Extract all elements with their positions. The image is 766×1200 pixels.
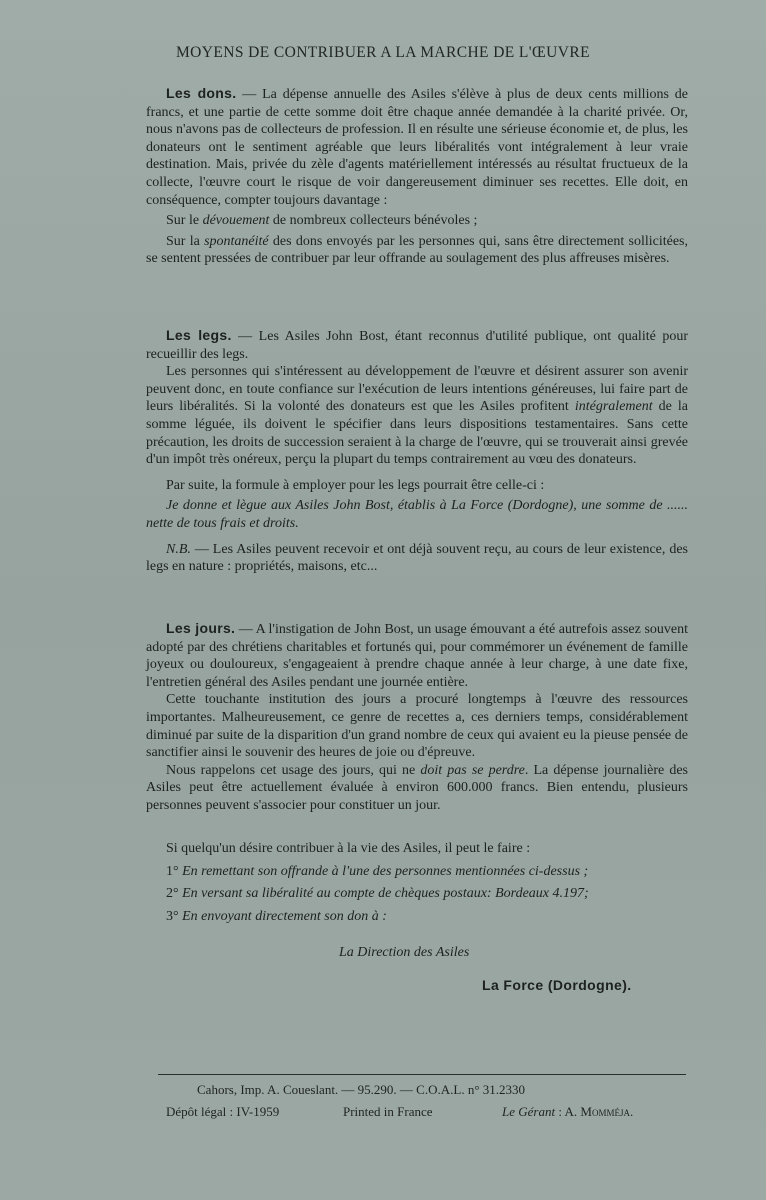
dons-paragraph-1 (146, 85, 688, 209)
contribute-item-number: 1° (166, 863, 179, 879)
contribute-section (146, 840, 688, 925)
contribute-item-number: 2° (166, 886, 179, 902)
section-dons (146, 85, 688, 268)
signature-direction: La Direction des Asiles (339, 945, 470, 960)
legs-text-1: — Les Asiles John Bost, étant reconnus d'utilité publique, ont qualité pour recueillir des legs. (146, 329, 688, 362)
jours-paragraph-1 (146, 620, 688, 691)
dons-paragraph-3 (146, 233, 688, 268)
footer-depot: Dépôt légal : IV-1959 (166, 1104, 280, 1119)
section-jours (146, 620, 688, 815)
dons-emphasis-3: spontanéité (204, 233, 269, 249)
contribute-item-number: 3° (166, 908, 179, 924)
section-legs (146, 327, 688, 576)
signature-place: La Force (Dordogne). (482, 977, 632, 993)
dons-text-1: — La dépense annuelle des Asiles s'élève à plus de deux cents millions de francs, et une partie de cette somme doit être chaque année demandée à la charité privée. Or, nous n'avons pas de collecteurs de profession. Il en résulte une sérieuse économie et, de plus, les donateurs ont le sentiment agréable que leurs libéralités vont intégralement à leur vraie destination. Mais, privée du zèle d'agents matériellement intéressés au résultat fructueux de la collecte, l'œuvre court le risque de voir dangereusement diminuer ses recettes. Elle doit, en conséquence, compter toujours davantage : (146, 87, 688, 208)
footer-divider (158, 1074, 686, 1075)
legs-heading: Les legs. (166, 327, 232, 343)
footer-gerant-name: Momméja. (580, 1104, 634, 1119)
jours-paragraph-2: Cette touchante institution des jours a procuré longtemps à l'œuvre des ressources importantes. Malheureusement, ce genre de recettes a, ces derniers temps, considérablement diminué par suite de la disparition d'un grand nombre de ceux qui avaient eu la pieuse pensée de sanctifier ainsi le souvenir des heures de joie ou d'épreuve. (146, 692, 688, 761)
jours-text-3b: . La dépense journalière des Asiles peut être actuellement évaluée à environ 600.000 francs. Bien entendu, plusieurs personnes peuvent s'associer pour constituer un jour. (146, 762, 688, 813)
contribute-item (146, 908, 688, 926)
footer-gerant-label: Le Gérant (502, 1104, 556, 1119)
legs-nb (146, 541, 688, 576)
jours-heading: Les jours. (166, 620, 236, 636)
legs-nb-label: N.B. (166, 541, 191, 557)
footer-gerant-sep: : A. (555, 1104, 581, 1119)
contribute-item-text: En remettant son offrande à l'une des personnes mentionnées ci-dessus ; (182, 863, 589, 879)
contribute-intro: Si quelqu'un désire contribuer à la vie des Asiles, il peut le faire : (166, 841, 531, 856)
footer-printed: Printed in France (343, 1104, 433, 1119)
legs-nb-text: — Les Asiles peuvent recevoir et ont déjà souvent reçu, au cours de leur existence, des legs en nature : propriétés, maisons, etc... (146, 541, 688, 575)
legs-text-2a: Les personnes qui s'intéressent au développement de l'œuvre et désirent assurer son avenir peuvent donc, en toute confiance sur l'exécution de leurs intentions généreuses, lui faire part de leurs libéralités. Si la volonté des donateurs est que les Asiles profitent (146, 364, 688, 415)
contribute-item-text: En envoyant directement son don à : (182, 908, 387, 924)
dons-text-3a: Sur la (166, 233, 205, 249)
legs-paragraph-2 (146, 363, 688, 469)
contribute-item (146, 885, 688, 903)
legs-text-2b: de la somme léguée, ils doivent le spécifier dans leurs dispositions testamentaires. Sans cette précaution, les droits de succession seraient à la charge de l'œuvre, qui se trouverait ainsi grevée d'un impôt très onéreux, perçu la plupart du temps contrairement au vœu des donateurs. (146, 399, 688, 468)
jours-text-3a: Nous rappelons cet usage des jours, qui ne (166, 762, 421, 778)
contribute-item-text: En versant sa libéralité au compte de chèques postaux: Bordeaux 4.197; (182, 886, 589, 902)
dons-paragraph-2 (146, 212, 688, 230)
dons-emphasis-2: dévouement (202, 213, 270, 229)
dons-text-3b: des dons envoyés par les personnes qui, sans être directement sollicitées, se sentent pressées de contribuer par leur offrande au soulagement des plus affreuses misères. (146, 233, 688, 267)
jours-paragraph-3 (146, 762, 688, 815)
legs-paragraph-1 (146, 327, 688, 363)
jours-text-1: — A l'instigation de John Bost, un usage émouvant a été autrefois assez souvent adopté par des chrétiens charitables et fortunés qui, pour commémorer un événement de famille joyeux ou douloureux, s'engageaient à prendre chaque année à leur charge, à une date fixe, l'entretien général des Asiles pendant une journée entière. (146, 622, 688, 690)
legs-emphasis-2: intégralement (574, 399, 653, 415)
dons-heading: Les dons. (166, 85, 237, 101)
footer-printer: Cahors, Imp. A. Coueslant. — 95.290. — C.O.A.L. n° 31.2330 (197, 1082, 526, 1097)
footer-gerant (502, 1104, 633, 1120)
legs-formula: Je donne et lègue aux Asiles John Bost, établis à La Force (Dordogne), une somme de ...... nette de tous frais et droits. (146, 498, 688, 531)
legs-paragraph-3: Par suite, la formule à employer pour les legs pourrait être celle-ci : (166, 477, 545, 493)
jours-emphasis-3: doit pas se perdre (420, 762, 525, 778)
page-title: MOYENS DE CONTRIBUER A LA MARCHE DE L'ŒUVRE (176, 44, 590, 61)
dons-text-2b: de nombreux collecteurs bénévoles ; (269, 213, 478, 229)
contribute-item (146, 863, 688, 881)
dons-text-2a: Sur le (166, 213, 203, 229)
